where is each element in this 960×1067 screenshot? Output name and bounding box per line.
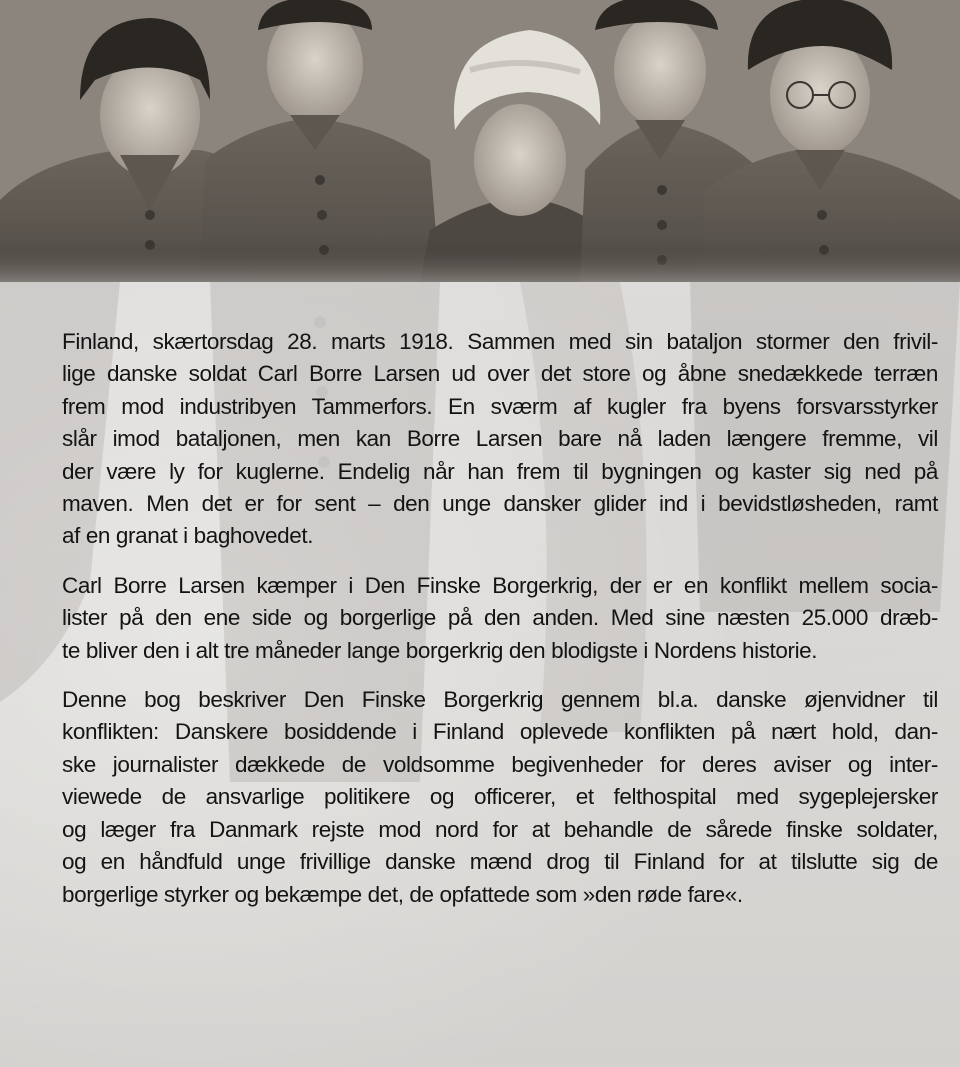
paragraph-line: og en håndfuld unge frivillige danske mænd drog til Finland for at tilslutte sig de (62, 849, 938, 875)
paragraph-line: lige danske soldat Carl Borre Larsen ud over det store og åbne snedækkede terræn (62, 361, 938, 387)
paragraph-line: maven. Men det er for sent – den unge dansker glider ind i bevidstløsheden, ramt (62, 491, 938, 517)
back-cover-blurb (62, 326, 938, 928)
paragraph-line: te bliver den i alt tre måneder lange borgerkrig den blodigste i Nordens historie. (62, 637, 818, 663)
soldiers-group-photo (0, 0, 960, 282)
paragraph-line: der være ly for kuglerne. Endelig når han frem til bygningen og kaster sig ned på (62, 458, 938, 484)
paragraph-2 (62, 570, 938, 667)
paragraph-line: Denne bog beskriver Den Finske Borgerkrig gennem bl.a. danske øjenvidner til (62, 687, 938, 713)
paragraph-line: slår imod bataljonen, men kan Borre Larsen bare nå laden længere fremme, vil (62, 426, 938, 452)
paragraph-line: frem mod industribyen Tammerfors. En sværm af kugler fra byens forsvarsstyrker (62, 393, 938, 419)
paragraph-line: konflikten: Danskere bosiddende i Finland oplevede konflikten på nært hold, dan- (62, 719, 938, 745)
paragraph-line: borgerlige styrker og bekæmpe det, de opfattede som »den røde fare«. (62, 881, 743, 907)
paragraph-1 (62, 326, 938, 553)
paragraph-line: viewede de ansvarlige politikere og officerer, et felthospital med sygeplejersker (62, 784, 938, 810)
paragraph-line: Carl Borre Larsen kæmper i Den Finske Borgerkrig, der er en konflikt mellem socia- (62, 572, 938, 598)
paragraph-line: ske journalister dækkede de voldsomme begivenheder for deres aviser og inter- (62, 751, 938, 777)
group-portrait-photo-icon (0, 0, 960, 282)
paragraph-line: Finland, skærtorsdag 28. marts 1918. Sammen med sin bataljon stormer den frivil- (62, 329, 938, 354)
paragraph-line: af en granat i baghovedet. (62, 523, 314, 549)
paragraph-line: og læger fra Danmark rejste mod nord for at behandle de sårede finske soldater, (62, 816, 938, 842)
paragraph-3 (62, 684, 938, 911)
paragraph-line: lister på den ene side og borgerlige på den anden. Med sine næsten 25.000 dræb- (62, 605, 938, 631)
